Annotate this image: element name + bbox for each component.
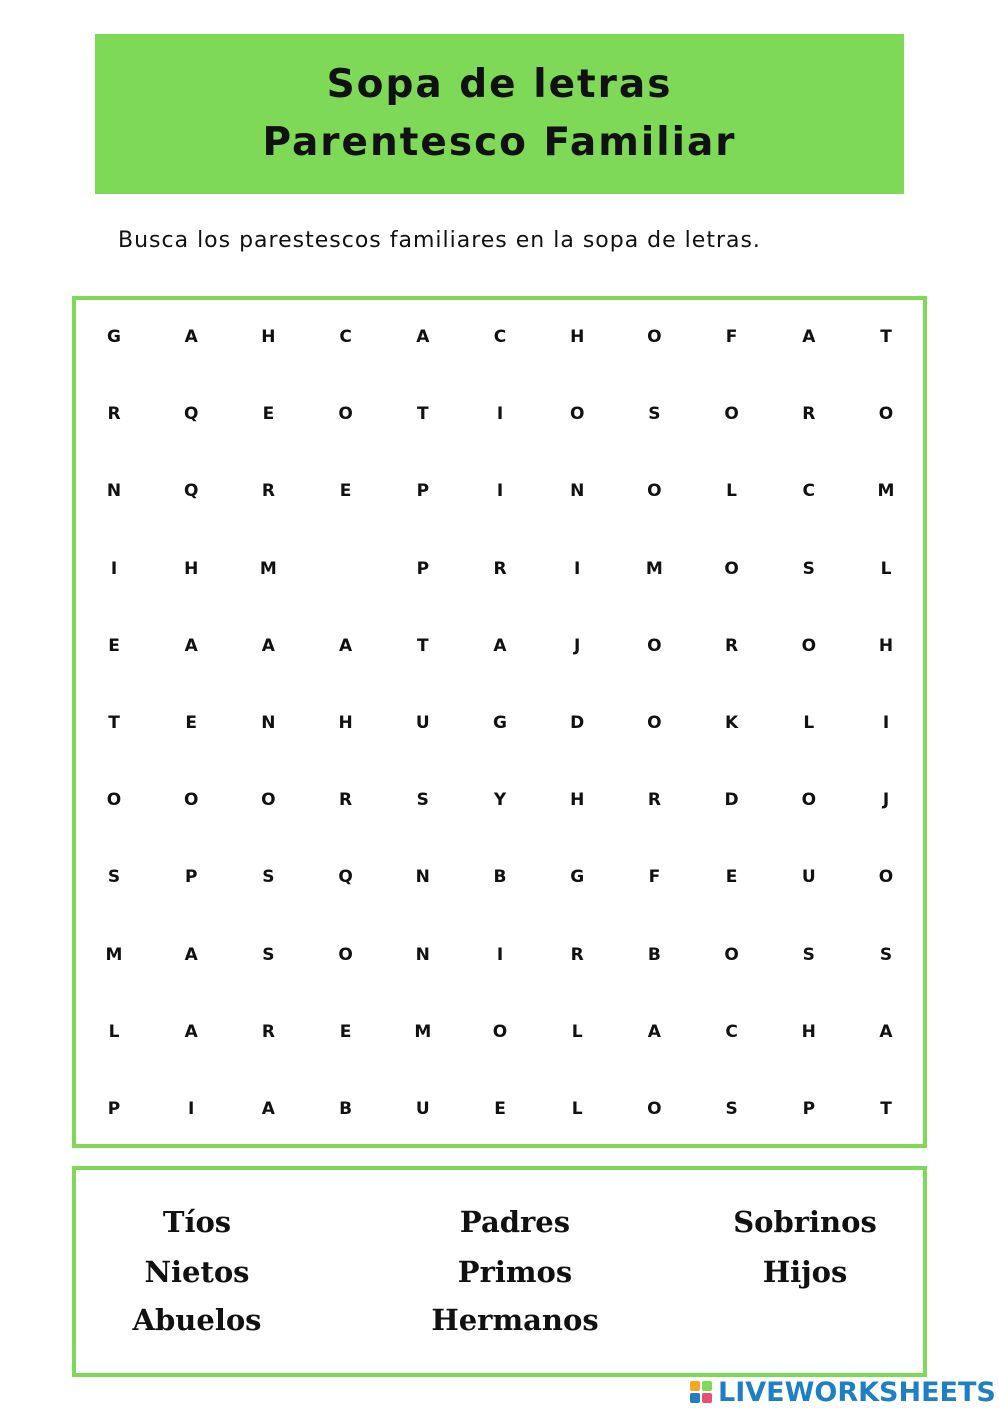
grid-cell[interactable]: S	[648, 404, 661, 425]
grid-cell[interactable]: R	[647, 790, 661, 811]
grid-cell[interactable]: I	[496, 481, 504, 502]
grid-cell[interactable]: O	[106, 790, 122, 811]
grid-cell[interactable]: H	[570, 327, 585, 347]
word-item: Padres	[459, 1205, 571, 1239]
grid-cell[interactable]: O	[647, 481, 662, 502]
grid-cell[interactable]: L	[726, 481, 738, 502]
grid-cell[interactable]: A	[184, 944, 198, 965]
grid-cell[interactable]	[326, 554, 366, 584]
word-search-grid	[72, 296, 927, 1148]
grid-cell[interactable]: Q	[183, 481, 199, 502]
grid-cell[interactable]: A	[879, 1021, 893, 1042]
grid-cell[interactable]: M	[645, 558, 663, 579]
grid-cell[interactable]: O	[647, 635, 662, 656]
grid-cell[interactable]: Q	[183, 404, 199, 425]
grid-cell[interactable]: U	[801, 867, 816, 888]
grid-cell[interactable]: R	[107, 404, 121, 425]
grid-cell[interactable]: P	[802, 1099, 816, 1119]
grid-cell[interactable]: T	[108, 713, 120, 733]
grid-cell[interactable]: S	[416, 790, 429, 811]
grid-cell[interactable]: T	[880, 1099, 892, 1119]
grid-cell[interactable]: O	[569, 404, 585, 425]
grid-cell[interactable]: O	[338, 944, 353, 965]
page-subtitle: Parentesco Familiar	[262, 120, 737, 165]
instructions-text: Busca los parestescos familiares en la sopa de letras.	[118, 228, 761, 253]
grid-cell[interactable]: B	[647, 944, 661, 965]
grid-cell[interactable]: R	[261, 1021, 275, 1042]
grid-cell[interactable]: H	[261, 327, 276, 347]
grid-cell[interactable]: E	[339, 481, 352, 502]
grid-cell[interactable]: I	[882, 713, 890, 733]
grid-cell[interactable]: O	[261, 790, 276, 811]
grid-cell[interactable]: T	[416, 635, 429, 656]
grid-cell[interactable]: M	[414, 1021, 432, 1042]
grid-cell[interactable]: G	[493, 713, 507, 733]
word-list	[72, 1166, 927, 1377]
word-item: Sobrinos	[733, 1205, 877, 1239]
grid-cell[interactable]: U	[415, 713, 430, 733]
liveworksheets-brand[interactable]	[690, 1376, 996, 1408]
grid-cell[interactable]: L	[803, 713, 815, 733]
grid-cell[interactable]: C	[725, 1021, 738, 1042]
grid-cell[interactable]: E	[339, 1021, 352, 1042]
grid-cell[interactable]: A	[184, 327, 198, 347]
grid-cell[interactable]: K	[725, 713, 739, 733]
grid-cell[interactable]: A	[184, 635, 198, 656]
grid-cell[interactable]: R	[339, 790, 353, 811]
grid-cell[interactable]: A	[802, 327, 816, 347]
grid-cell[interactable]: S	[725, 1099, 738, 1119]
grid-cell[interactable]: I	[496, 404, 504, 425]
grid-cell[interactable]: I	[496, 944, 504, 965]
grid-cell[interactable]: J	[882, 790, 890, 811]
grid-cell[interactable]: I	[574, 558, 581, 579]
grid-cell[interactable]: N	[415, 867, 430, 888]
grid-cell[interactable]: A	[416, 327, 430, 347]
grid-cell[interactable]: C	[802, 481, 816, 502]
grid-cell[interactable]: S	[262, 867, 275, 888]
grid-cell[interactable]: S	[107, 867, 121, 888]
word-item: Hijos	[762, 1255, 848, 1289]
grid-cell[interactable]: P	[416, 481, 430, 502]
grid-cell[interactable]: T	[880, 327, 892, 347]
grid-cell[interactable]: O	[878, 404, 894, 425]
grid-cell[interactable]: Q	[338, 867, 353, 888]
grid-cell[interactable]: O	[801, 635, 817, 656]
grid-cell[interactable]: A	[493, 635, 507, 656]
grid-cell[interactable]: O	[647, 327, 662, 347]
grid-cell[interactable]: H	[801, 1021, 816, 1042]
grid-cell[interactable]: E	[262, 404, 275, 425]
grid-cell[interactable]: N	[415, 944, 430, 965]
grid-cell[interactable]: O	[724, 558, 739, 579]
grid-cell[interactable]: A	[339, 635, 353, 656]
grid-cell[interactable]: H	[184, 558, 199, 579]
grid-cell[interactable]: M	[259, 558, 277, 579]
grid-cell[interactable]: H	[570, 790, 585, 811]
grid-cell[interactable]: H	[338, 713, 353, 733]
grid-cell[interactable]: S	[802, 944, 815, 965]
word-item: Nietos	[144, 1255, 250, 1289]
grid-cell[interactable]: R	[570, 944, 584, 965]
grid-cell[interactable]: E	[725, 867, 738, 888]
brand-text: LIVEWORKSHEETS	[718, 1376, 996, 1408]
word-item: Abuelos	[132, 1303, 262, 1337]
grid-cell[interactable]: P	[107, 1099, 121, 1119]
grid-cell[interactable]: F	[648, 867, 661, 888]
grid-cell[interactable]: P	[416, 558, 430, 579]
grid-cell[interactable]: U	[415, 1099, 430, 1119]
grid-cell[interactable]: T	[416, 404, 429, 425]
grid-cell[interactable]: L	[571, 1021, 583, 1042]
grid-cell[interactable]: O	[183, 790, 199, 811]
grid-cell[interactable]: O	[647, 713, 662, 733]
grid-cell[interactable]: L	[880, 558, 892, 579]
grid-cell[interactable]: L	[108, 1021, 120, 1042]
grid-cell[interactable]: A	[647, 1021, 661, 1042]
grid-cell[interactable]: O	[338, 404, 353, 425]
grid-cell[interactable]: L	[571, 1099, 583, 1119]
grid-cell[interactable]: N	[261, 713, 276, 733]
grid-cell[interactable]: Y	[493, 790, 507, 811]
grid-cell[interactable]: N	[106, 481, 122, 502]
grid-cell[interactable]: C	[339, 327, 352, 347]
grid-cell[interactable]: B	[339, 1099, 353, 1119]
grid-cell[interactable]: P	[184, 867, 198, 888]
word-item: Hermanos	[431, 1303, 599, 1337]
grid-cell[interactable]: M	[877, 481, 895, 502]
grid-cell[interactable]: A	[184, 1021, 198, 1042]
grid-cell[interactable]: J	[574, 635, 581, 656]
grid-cell[interactable]: O	[724, 944, 739, 965]
grid-cell[interactable]: B	[493, 867, 507, 888]
grid-cell[interactable]: F	[725, 327, 738, 347]
grid-cell[interactable]: O	[724, 404, 739, 425]
page-title: Sopa de letras	[326, 62, 673, 107]
grid-cell[interactable]: O	[878, 867, 894, 888]
word-item: Tíos	[162, 1205, 232, 1239]
grid-cell[interactable]: R	[493, 558, 507, 579]
grid-cell[interactable]: S	[879, 944, 893, 965]
word-item: Primos	[457, 1255, 573, 1289]
liveworksheets-logo-icon	[690, 1381, 712, 1403]
grid-cell[interactable]: E	[494, 1099, 506, 1119]
grid-cell[interactable]: O	[492, 1021, 508, 1042]
grid-cell[interactable]: I	[188, 1099, 195, 1119]
grid-cell[interactable]: R	[261, 481, 275, 502]
grid-cell[interactable]: A	[261, 635, 275, 656]
grid-cell[interactable]: N	[570, 481, 585, 502]
grid-cell[interactable]: I	[110, 558, 118, 579]
grid-cell[interactable]: G	[107, 327, 121, 347]
grid-cell[interactable]: S	[802, 558, 815, 579]
grid-cell[interactable]: R	[725, 635, 739, 656]
title-banner	[95, 34, 904, 194]
grid-cell[interactable]: O	[801, 790, 817, 811]
grid-cell[interactable]: G	[570, 867, 585, 888]
grid-cell[interactable]: S	[262, 944, 275, 965]
grid-cell[interactable]: H	[878, 635, 894, 656]
grid-cell[interactable]: E	[108, 635, 120, 656]
grid-cell[interactable]: A	[261, 1099, 275, 1119]
grid-cell[interactable]: O	[647, 1099, 662, 1119]
grid-cell[interactable]: E	[185, 713, 197, 733]
grid-cell[interactable]: D	[724, 790, 739, 811]
grid-cell[interactable]: R	[802, 404, 816, 425]
grid-cell[interactable]: D	[570, 713, 585, 733]
grid-cell[interactable]: M	[105, 944, 123, 965]
grid-cell[interactable]: C	[493, 327, 507, 347]
